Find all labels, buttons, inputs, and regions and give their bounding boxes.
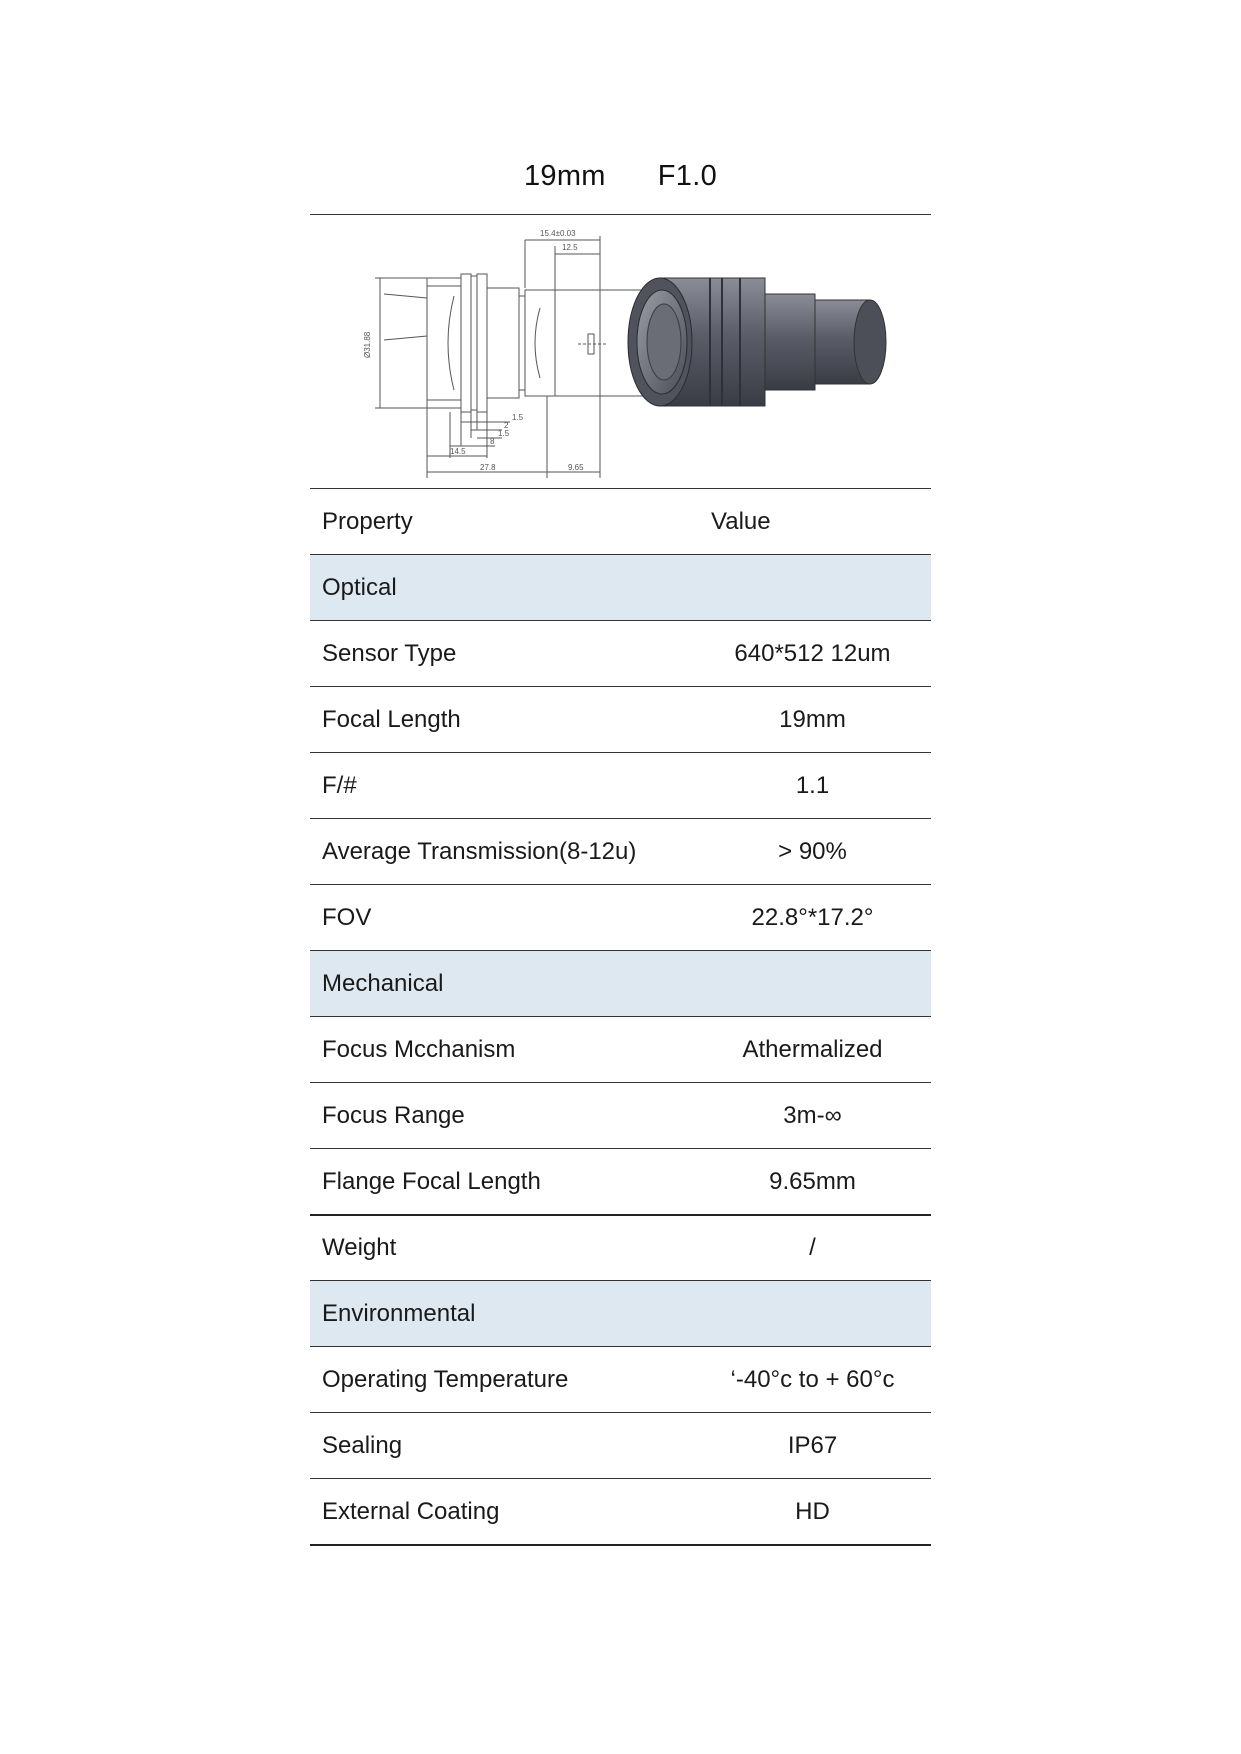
table-row [310, 686, 931, 752]
value-cell: HD [795, 1497, 830, 1525]
table-row [310, 1346, 931, 1412]
lens-figure [310, 216, 931, 488]
section-label: Environmental [322, 1299, 476, 1327]
value-cell: / [809, 1234, 816, 1261]
table-header-row [310, 488, 931, 554]
title-focal-length: 19mm [523, 160, 606, 192]
property-cell: FOV [322, 903, 372, 931]
value-cell: 22.8°*17.2° [751, 903, 874, 931]
section-label: Optical [322, 573, 397, 601]
dim-d2: 2 [504, 421, 509, 430]
value-cell: 9.65mm [769, 1167, 856, 1195]
property-cell: Sealing [322, 1431, 403, 1459]
spec-table [310, 488, 931, 1546]
section-row [310, 554, 931, 620]
dim-top-2: 12.5 [562, 243, 578, 252]
property-cell: F/# [322, 771, 357, 799]
value-cell: 1.1 [795, 771, 830, 799]
value-cell: Athermalized [742, 1035, 883, 1063]
value-cell: 640*512 12um [734, 639, 891, 667]
section-row [310, 1280, 931, 1346]
value-cell: IP67 [787, 1431, 838, 1459]
table-row [310, 818, 931, 884]
title-divider [310, 214, 931, 215]
property-cell: Focus Range [322, 1101, 465, 1129]
dim-d6: 27.8 [480, 463, 496, 472]
table-row [310, 1214, 931, 1280]
table-row [310, 1412, 931, 1478]
lens-render [310, 216, 931, 488]
table-row [310, 752, 931, 818]
value-cell: 19mm [779, 705, 846, 733]
property-cell: Sensor Type [322, 639, 457, 667]
dim-top-1: 15.4±0.03 [540, 229, 576, 238]
dim-d4: 8 [490, 437, 495, 446]
title-aperture: F1.0 [657, 160, 717, 192]
table-row [310, 620, 931, 686]
dim-d5: 14.5 [450, 447, 466, 456]
dim-d1: 1.5 [512, 413, 524, 422]
header-value: Value [711, 507, 771, 535]
property-cell: External Coating [322, 1497, 500, 1525]
property-cell: Operating Temperature [322, 1365, 569, 1393]
property-cell: Average Transmission(8-12u) [322, 837, 637, 865]
table-row [310, 1148, 931, 1214]
section-label: Mechanical [322, 969, 444, 997]
value-cell: > 90% [778, 837, 847, 865]
table-row [310, 1082, 931, 1148]
dim-left: Ø31.88 [363, 331, 372, 358]
table-bottom-rule [310, 1544, 931, 1546]
property-cell: Focal Length [322, 705, 461, 733]
dim-d3: 1.5 [498, 429, 510, 438]
table-row [310, 1016, 931, 1082]
page-title [310, 160, 931, 193]
property-cell: Weight [322, 1234, 397, 1261]
value-cell: ‘-40°c to + 60°c [730, 1365, 895, 1393]
header-property: Property [322, 507, 413, 535]
table-row [310, 1478, 931, 1544]
dim-d7: 9.65 [568, 463, 584, 472]
section-row [310, 950, 931, 1016]
value-cell: 3m-∞ [783, 1101, 842, 1129]
property-cell: Flange Focal Length [322, 1167, 541, 1195]
table-row [310, 884, 931, 950]
property-cell: Focus Mcchanism [322, 1035, 516, 1063]
